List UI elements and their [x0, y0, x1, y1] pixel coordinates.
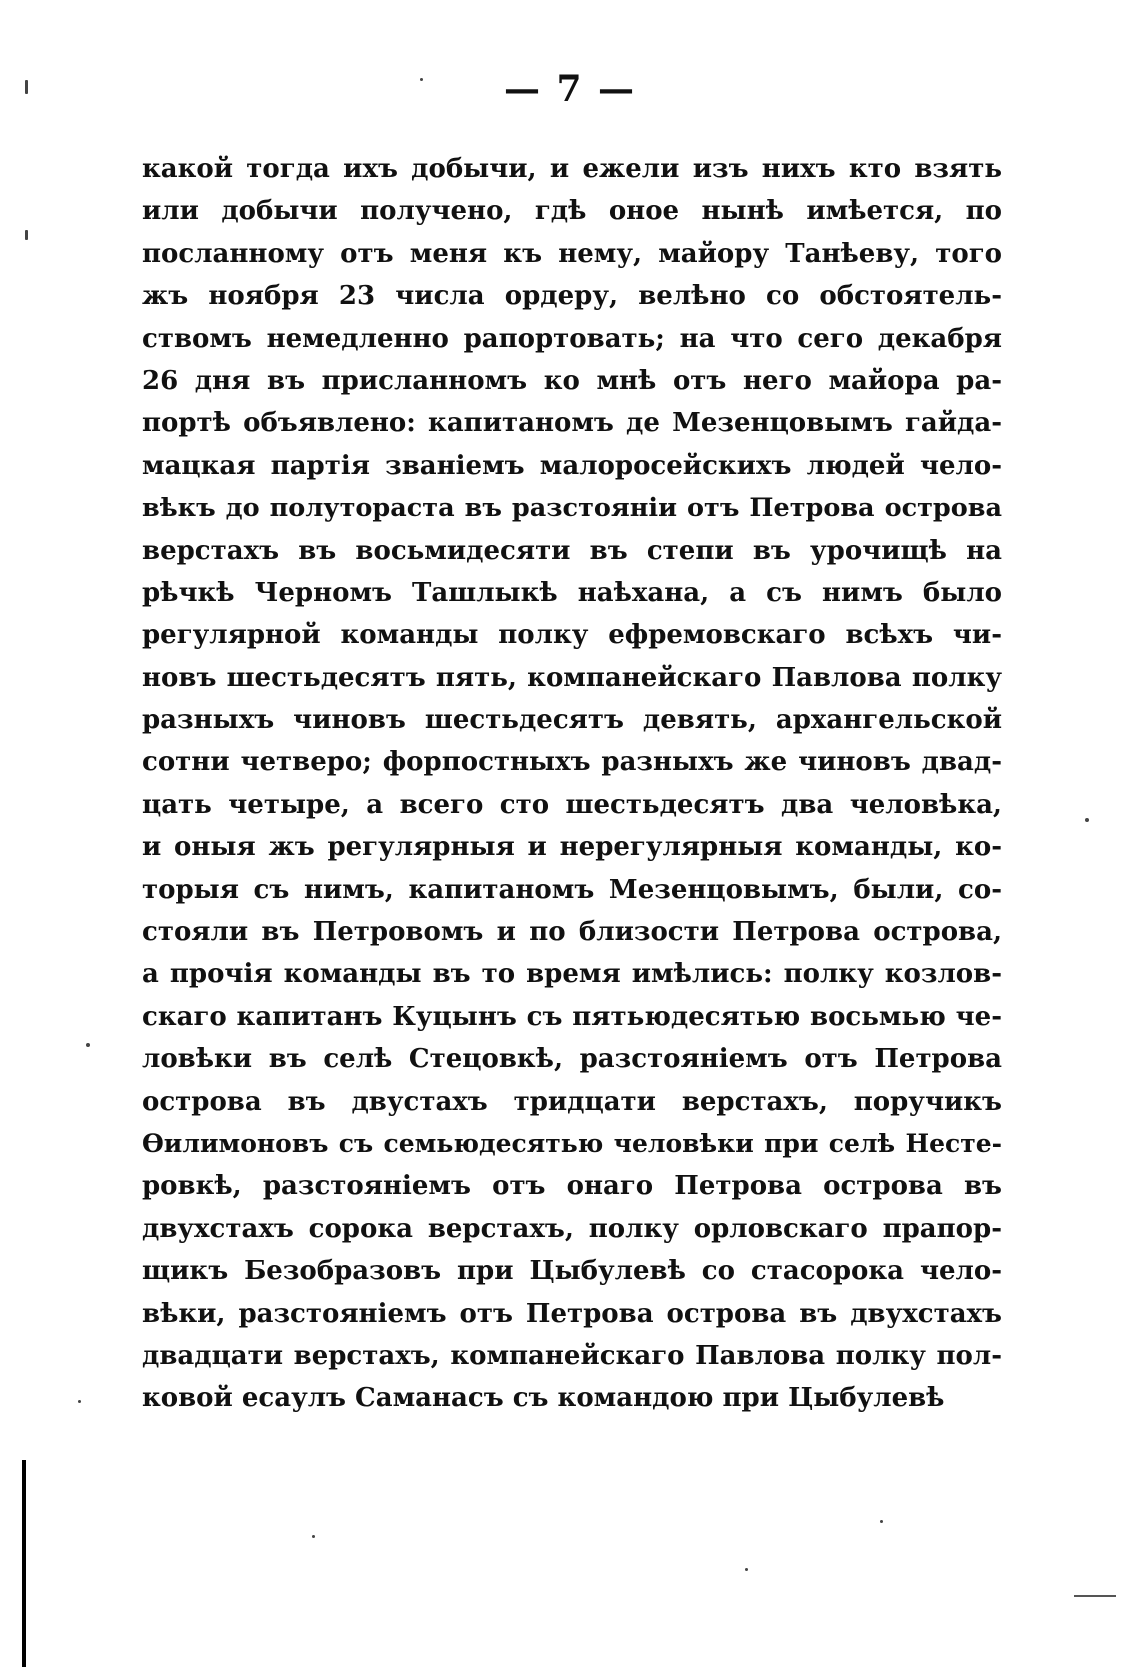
scan-speck [420, 78, 423, 81]
margin-mark [1074, 1595, 1116, 1597]
text-line: вѣки, разстояніемъ отъ Петрова острова въ двухстахъ [142, 1298, 1002, 1329]
scan-speck [1085, 818, 1089, 822]
text-line: ствомъ немедленно рапортовать; на что сего декабря [142, 323, 1002, 354]
text-line: новъ шестьдесятъ пять, компанейскаго Павлова полку [142, 662, 1002, 693]
text-line: торыя съ нимъ, капитаномъ Мезенцовымъ, были, со- [142, 874, 1002, 905]
body-text [142, 148, 1002, 1420]
text-line: регулярной команды полку ефремовскаго всѣхъ чи- [142, 620, 1002, 651]
scan-speck [78, 1400, 81, 1403]
text-line: скаго капитанъ Куцынъ съ пятьюдесятью восьмью че- [142, 1001, 1002, 1032]
text-line: двухстахъ сорока верстахъ, полку орловскаго прапор- [142, 1213, 1002, 1244]
text-line: жъ ноября 23 числа ордеру, велѣно со обстоятель- [142, 281, 1002, 312]
scan-speck [880, 1520, 883, 1523]
text-line: ровкѣ, разстояніемъ отъ онаго Петрова острова въ [142, 1171, 1002, 1202]
text-line: портѣ объявлено: капитаномъ де Мезенцовымъ гайда- [142, 408, 1002, 439]
page-number: — 7 — [503, 68, 637, 110]
text-line: стояли въ Петровомъ и по близости Петрова острова, [142, 917, 1002, 948]
text-line: а прочія команды въ то время имѣлись: полку козлов- [142, 959, 1002, 990]
text-line: цать четыре, а всего сто шестьдесятъ два человѣка, [142, 789, 1002, 820]
text-line: какой тогда ихъ добычи, и ежели изъ нихъ кто взять [142, 154, 1002, 184]
text-line: ковой есаулъ Саманасъ съ командою при Цыбулевѣ [142, 1383, 945, 1414]
text-line: сотни четверо; форпостныхъ разныхъ же чиновъ двад- [142, 747, 1002, 778]
text-line: разныхъ чиновъ шестьдесятъ девять, архангельской [142, 705, 1002, 736]
text-line: мацкая партія званіемъ малоросейскихъ людей чело- [142, 450, 1002, 481]
scan-speck [745, 1568, 748, 1571]
text-line: ловѣки въ селѣ Стецовкѣ, разстояніемъ отъ Петрова [142, 1044, 1002, 1075]
text-line: острова въ двустахъ тридцати верстахъ, поручикъ [142, 1086, 1002, 1117]
scan-speck [312, 1535, 315, 1538]
scan-speck [86, 1043, 90, 1047]
scan-speck [25, 230, 28, 240]
text-line: 26 дня въ присланномъ ко мнѣ отъ него майора ра- [142, 365, 1002, 396]
text-line: щикъ Безобразовъ при Цыбулевѣ со стасорока чело- [142, 1256, 1002, 1287]
text-line: и оныя жъ регулярныя и нерегулярныя команды, ко- [142, 832, 1002, 863]
scan-speck [25, 80, 28, 94]
text-line: рѣчкѣ Черномъ Ташлыкѣ наѣхана, а съ нимъ было [142, 577, 1002, 608]
text-line: верстахъ въ восьмидесяти въ степи въ урочищѣ на [142, 535, 1002, 566]
text-line: или добычи получено, гдѣ оное нынѣ имѣется, по [142, 196, 1002, 227]
text-line: двадцати верстахъ, компанейскаго Павлова полку пол- [142, 1340, 1002, 1371]
text-line: посланному отъ меня къ нему, майору Танѣеву, того [142, 238, 1002, 269]
binding-edge [22, 1460, 26, 1667]
text-line: Ѳилимоновъ съ семьюдесятью человѣки при селѣ Несте- [142, 1128, 1002, 1158]
text-line: вѣкъ до полутораста въ разстояніи отъ Петрова острова [142, 493, 1002, 524]
